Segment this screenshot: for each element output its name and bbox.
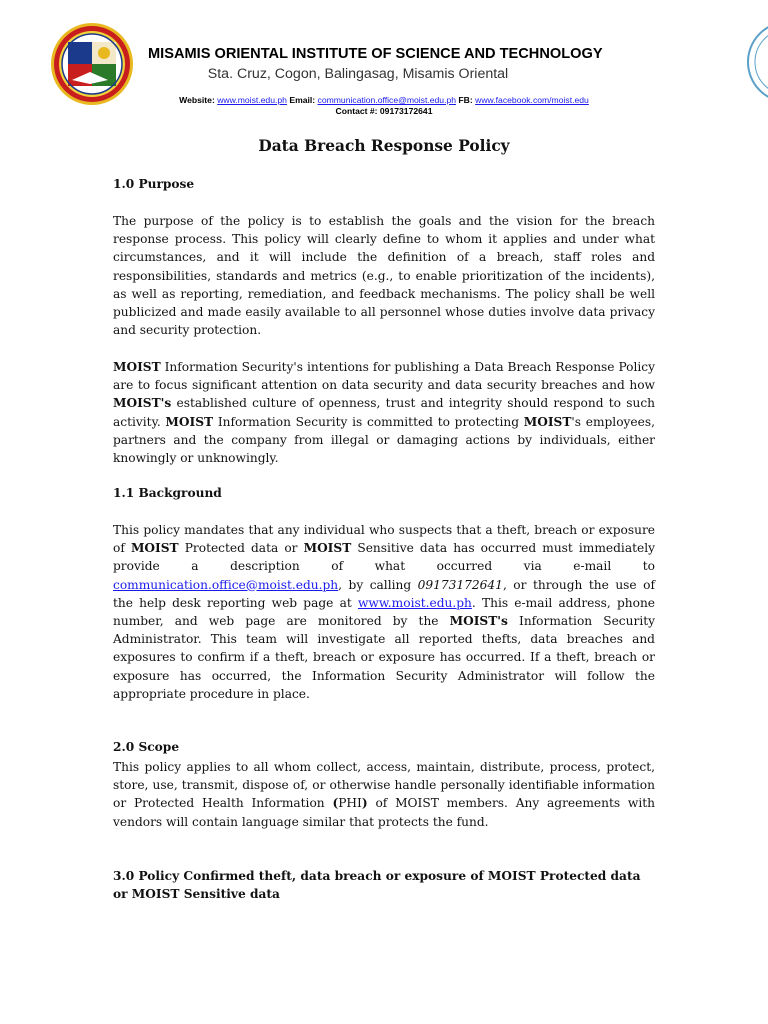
purpose-paragraph-1: The purpose of the policy is to establish the goals and the vision for the breach response process. This policy will clearly define to whom it applies and under what circumstances, and it will include the definition of a breach, staff roles and responsibilities, standards and metrics (e.g., to enable prioritization of the incidents), as well as reporting, remediation, and feedback mechanisms. The policy shall be well publicized and made easily available to all personnel whose duties involve data privacy and security protection. [113,214,655,338]
report-phone: 09173172641 [417,577,503,592]
section-heading-policy: 3.0 Policy Confirmed theft, data breach or exposure of MOIST Protected data or MOIST Sensitive data [113,869,641,902]
contact-number: Contact #: 09173172641 [335,106,433,116]
section-heading-background: 1.1 Background [113,486,222,500]
institution-address: Sta. Cruz, Cogon, Balingasag, Misamis Oriental [207,66,509,82]
section-heading-purpose: 1.0 Purpose [113,177,195,191]
school-seal-logo [50,22,134,106]
purpose-paragraph-2: MOIST Information Security's intentions for publishing a Data Breach Response Policy are to focus significant attention on data security and data security breaches and how MOIST's established culture of openness, trust and integrity should respond to such activity. MOIST Information Security is committed to protecting MOIST's employees, partners and the company from illegal or damaging actions by individuals, either knowingly or unknowingly. [113,360,655,466]
email-link[interactable]: communication.office@moist.edu.ph [317,95,457,105]
section-heading-scope: 2.0 Scope [113,740,180,754]
background-paragraph: This policy mandates that any individual who suspects that a theft, breach or exposure of MOIST Protected data or MOIST Sensitive data has occurred must immediately provide a description of what occurred via e-mail to communication.office@moist.edu.ph, by calling 09173172641, or through the use of the help desk reporting web page at www.moist.edu.ph. This e-mail address, phone number, and web page are monitored by the MOIST's Information Security Administrator. This team will investigate all reported thefts, data breaches and exposures to confirm if a theft, breach or exposure has occurred. If a theft, breach or exposure has occurred, the Information Security Administrator will follow the appropriate procedure in place. [113,523,655,701]
secondary-seal-logo [742,20,768,104]
website-label: Website: [179,95,215,105]
email-label: Email: [289,95,316,105]
website-link[interactable]: www.moist.edu.ph [217,95,287,105]
document-title: Data Breach Response Policy [258,137,510,155]
institution-name: MISAMIS ORIENTAL INSTITUTE OF SCIENCE AND TECHNOLOGY [148,46,603,62]
report-email-link[interactable]: communication.office@moist.edu.ph [113,577,339,592]
contact-info-line [100,95,668,105]
facebook-link[interactable]: www.facebook.com/moist.edu [475,95,589,105]
scope-paragraph: This policy applies to all whom collect, access, maintain, distribute, process, protect, store, use, transmit, dispose of, or otherwise handle personally identifiable information or Protected Health Information (PHI) of MOIST members. Any agreements with vendors will contain language similar that protects the fund. [113,760,655,829]
fb-label: FB: [458,95,473,105]
helpdesk-web-link[interactable]: www.moist.edu.ph [357,595,472,610]
